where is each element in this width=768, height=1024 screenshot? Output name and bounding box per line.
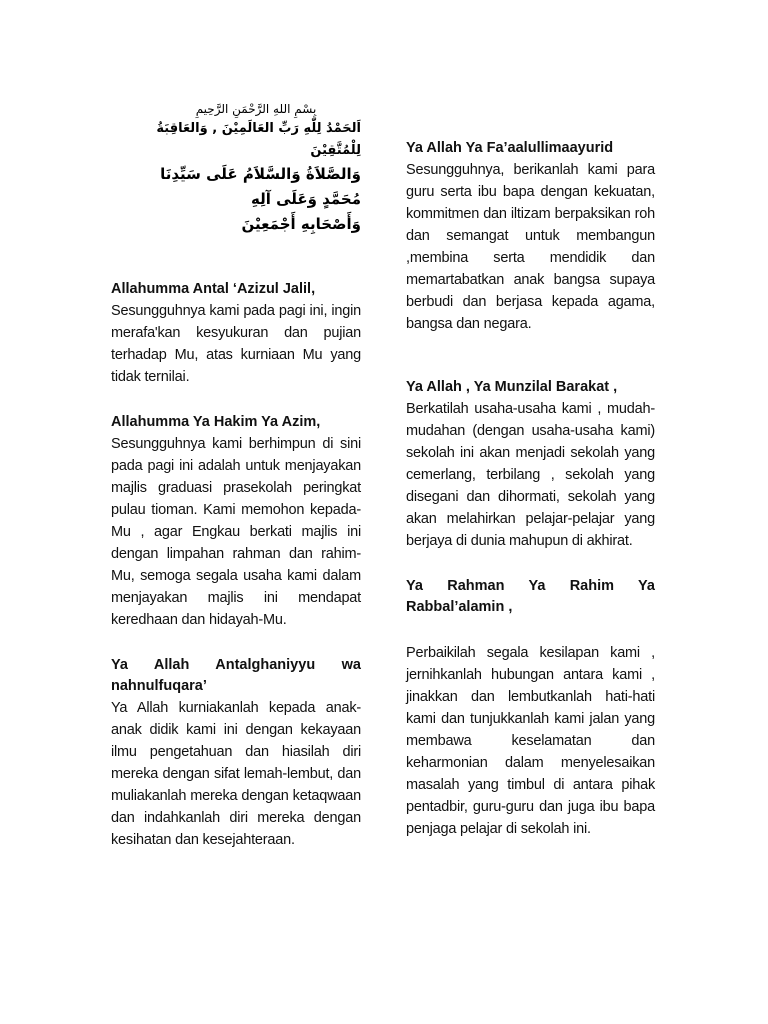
prayer-block [111, 412, 361, 631]
arabic-line-4: وَأَصْحَابِهِ أَجْمَعِيْنَ [241, 215, 361, 233]
prayer-body: Berkatilah usaha-usaha kami , mudah-mudahan (dengan usaha-usaha kami) sekolah ini akan menjadi sekolah yang cemerlang, terbilang , sekolah yang disegani dan dihormati, sekolah yang akan melahirkan pelajar-pelajar yang berjaya di dunia mahupun di akhirat. [406, 401, 655, 549]
prayer-block [111, 655, 361, 851]
prayer-body: Ya Allah kurniakanlah kepada anak-anak didik kami ini dengan kekayaan ilmu pengetahuan dan hiasilah diri mereka dengan sifat lemah-lembut, dan muliakanlah mereka dengan ketaqwaan dan indahkanlah diri mereka dengan kesihatan dan kesejahteraan. [111, 700, 361, 848]
prayer-heading: Allahumma Ya Hakim Ya Azim, [111, 414, 321, 430]
prayer-block [406, 138, 655, 335]
arabic-opening [111, 100, 361, 237]
prayer-body: Sesungguhnya kami berhimpun di sini pada pagi ini adalah untuk menjayakan majlis graduasi prasekolah peringkat pulau tioman. Kami memohon kepada-Mu , agar Engkau berkati majlis ini dengan limpahan rahman dan rahim-Mu, semoga segala usaha kami dalam menjayakan majlis ini mendapat keredhaan dan hidayah-Mu. [111, 436, 361, 628]
arabic-line-2: وَالصَّلاَةُ وَالسَّلاَمُ عَلَى سَيِّدِنَا [160, 165, 361, 183]
arabic-line-3: مُحَمَّدٍ وَعَلَى آلِهِ [250, 190, 361, 208]
prayer-body: Sesungguhnya, berikanlah kami para guru serta ibu bapa dengan kekuatan, kommitmen dan iltizam berpaksikan roh dan semangat untuk membangun ,membina serta mendidik dan memartabatkan anak bangsa supaya berbudi dan berjasa kepada agama, bangsa dan negara. [406, 162, 655, 332]
prayer-block [406, 377, 655, 552]
prayer-heading: Ya Rahman Ya Rahim Ya Rabbal’alamin , [406, 578, 655, 615]
left-column [111, 100, 361, 851]
prayer-heading: Allahumma Antal ‘Azizul Jalil, [111, 281, 316, 297]
arabic-line-1: اَلحَمْدُ لِلّٰهِ رَبِّ العَالَمِيْنَ , وَالعَاقِبَةُ لِلْمُتَّقِيْنَ [156, 121, 361, 158]
right-column [406, 138, 655, 840]
prayer-block [111, 279, 361, 388]
prayer-body: Perbaikilah segala kesilapan kami , jernihkanlah hubungan antara kami , jinakkan dan lembutkanlah hati-hati kami dan tunjukkanlah kami jalan yang membawa keselamatan dan keharmonian dalam menyelesaikan masalah yang timbul di antara pihak pentadbir, guru-guru dan juga ibu bapa penjaga pelajar di sekolah ini. [406, 645, 655, 837]
prayer-body: Sesungguhnya kami pada pagi ini, ingin merafa'kan kesyukuran dan pujian terhadap Mu, atas kurniaan Mu yang tidak ternilai. [111, 303, 361, 385]
prayer-heading: Ya Allah Antalghaniyyu wa nahnulfuqara’ [111, 657, 361, 694]
arabic-basmala: بِسْمِ اللهِ الرَّحْمَنِ الرَّحِيمِ [195, 102, 317, 116]
prayer-heading: Ya Allah , Ya Munzilal Barakat , [406, 379, 618, 395]
prayer-heading: Ya Allah Ya Fa’aalullimaayurid [406, 140, 614, 156]
prayer-block [406, 576, 655, 840]
